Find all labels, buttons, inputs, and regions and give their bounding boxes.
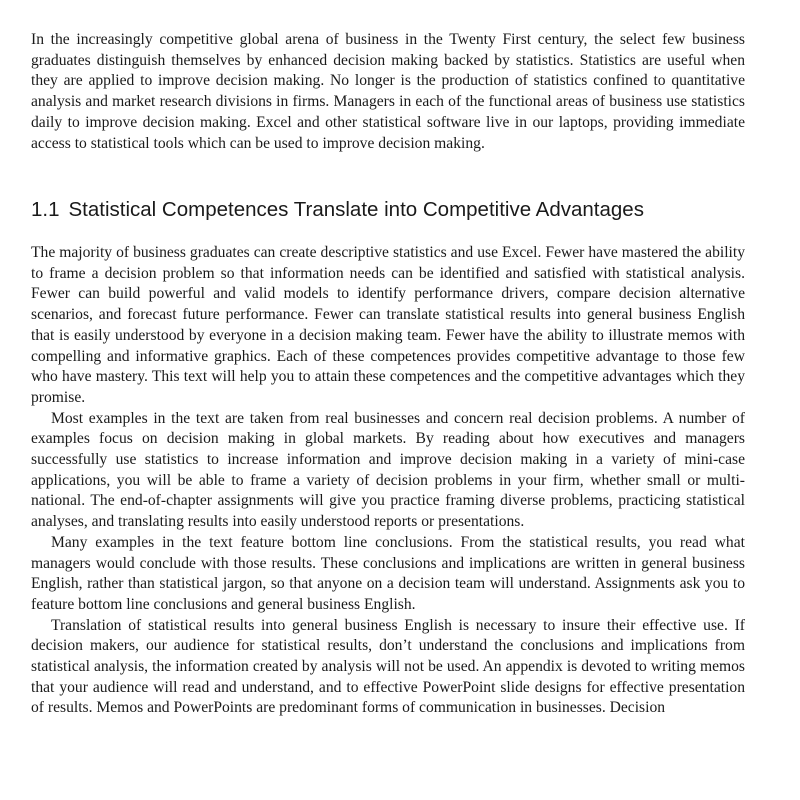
section-title: Statistical Competences Translate into Competitive Advantages [68, 198, 644, 221]
body-paragraph: The majority of business graduates can create descriptive statistics and use Excel. Fewer have mastered the ability to frame a decision problem so that information needs can be identified and satisfied with statistical analysis. Fewer can build powerful and valid models to identify performance drivers, compare decision alternative scenarios, and forecast future performance. Fewer can translate statistical results into general business English that is easily understood by everyone in a decision making team. Fewer have the ability to illustrate memos with compelling and informative graphics. Each of these competences provides competitive advantage to those few who have mastery. This text will help you to attain these competences and the competitive advantages which they promise. [31, 244, 745, 406]
section-number: 1.1 [31, 198, 60, 221]
section-heading [31, 196, 771, 224]
intro-paragraph: In the increasingly competitive global arena of business in the Twenty First century, the select few business graduates distinguish themselves by enhanced decision making backed by statistics. Statistics are useful when they are applied to improve decision making. No longer is the production of statistics confined to quantitative analysis and market research divisions in firms. Managers in each of the functional areas of business use statistics daily to improve decision making. Excel and other statistical software live in our laptops, providing immediate access to statistical tools which can be used to improve decision making. [31, 31, 745, 152]
body-paragraph: Most examples in the text are taken from real businesses and concern real decision problems. A number of examples focus on decision making in global markets. By reading about how executives and managers successfully use statistics to increase information and improve decision making in a variety of mini-case applications, you will be able to frame a variety of decision problems in your firm, whether small or multi-national. The end-of-chapter assignments will give you practice framing diverse problems, practicing statistical analyses, and translating results into easily understood reports or presentations. [31, 409, 745, 531]
body-paragraph: Translation of statistical results into general business English is necessary to insure their effective use. If decision makers, our audience for statistical results, don’t understand the conclusions and implications from statistical analysis, the information created by analysis will not be used. An appendix is devoted to writing memos that your audience will read and understand, and to effective PowerPoint slide designs for effective presentation of results. Memos and PowerPoints are predominant forms of communication in businesses. Decision [31, 616, 745, 717]
intro-text [31, 30, 745, 154]
body-paragraph: Many examples in the text feature bottom line conclusions. From the statistical results, you read what managers would conclude with those results. These conclusions and implications are written in general business English, rather than statistical jargon, so that anyone on a decision team will understand. Assignments ask you to feature bottom line conclusions and general business English. [31, 533, 745, 613]
section-body [31, 243, 745, 719]
